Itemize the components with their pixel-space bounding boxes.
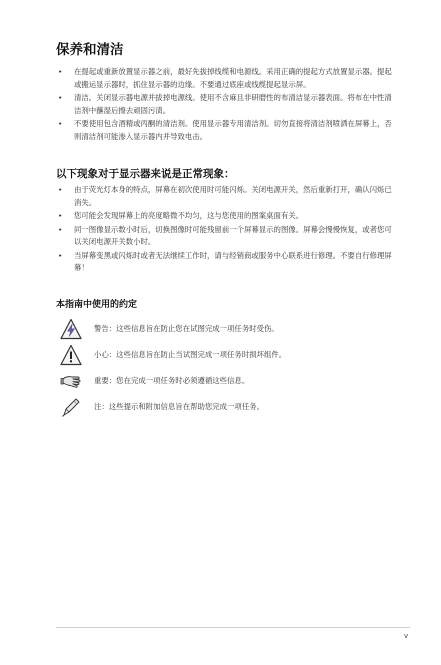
care-item-text: 在提起或重新放置显示器之前，最好先拔掉线缆和电源线。采用正确的提起方式放置显示器。提起或搬运显示器时，抓住显示器的边缘。不要通过底座或线缆提起显示屏。 bbox=[74, 67, 392, 89]
caution-note bbox=[60, 344, 360, 366]
warning-lightning-icon bbox=[60, 318, 82, 340]
warning-note bbox=[60, 318, 360, 340]
normal-item-text: 当屏幕变黑或闪烁时或者无法继续工作时，请与经销商或服务中心联系进行修理。不要自行修理屏幕！ bbox=[74, 250, 392, 272]
normal-item-text: 由于荧光灯本身的特点，屏幕在初次使用时可能闪烁。关闭电源开关，然后重新打开，确认闪烁已消失。 bbox=[74, 185, 392, 207]
note-pen-icon bbox=[60, 396, 82, 418]
warning-note-text: 警告：这些信息旨在防止您在试图完成一项任务时受伤。 bbox=[94, 324, 279, 333]
footer-divider bbox=[56, 627, 410, 628]
normal-item-text: 您可能会发现屏幕上的亮度略微不均匀，这与您使用的图案桌面有关。 bbox=[74, 211, 304, 220]
care-list bbox=[56, 66, 394, 144]
bullet-dot: • bbox=[58, 224, 63, 234]
note-note-text: 注：这些提示和附加信息旨在帮助您完成一项任务。 bbox=[94, 402, 264, 411]
note-note bbox=[60, 396, 360, 418]
bullet-dot: • bbox=[58, 67, 63, 76]
normal-item-text: 同一图像显示数小时后，切换图像时可能残留前一个屏幕显示的图像。屏幕会慢慢恢复，或者您可以关闭电源开关数小时。 bbox=[74, 224, 392, 246]
normal-item bbox=[56, 210, 394, 223]
bullet-dot: • bbox=[58, 119, 63, 128]
care-item bbox=[56, 66, 394, 91]
caution-icon bbox=[60, 344, 82, 366]
important-note-text: 重要：您在完成一项任务时必须遵循这些信息。 bbox=[94, 376, 250, 385]
bullet-dot: • bbox=[58, 250, 63, 260]
normal-section-title: 以下现象对于显示器来说是正常现象： bbox=[56, 168, 235, 180]
caution-note-text: 小心：这些信息旨在防止当试图完成一项任务时损坏组件。 bbox=[94, 350, 287, 359]
care-item-text: 不要使用包含酒精或丙酮的清洁剂。使用显示器专用清洁剂。切勿直接将清洁剂喷洒在屏幕上，否则清洁剂可能渗入显示器内并导致电击。 bbox=[74, 119, 392, 141]
normal-list bbox=[56, 184, 394, 276]
important-hand-icon bbox=[60, 370, 82, 392]
care-item bbox=[56, 92, 394, 117]
care-item bbox=[56, 118, 394, 143]
care-item-text: 清洁。关闭显示器电源并拔掉电源线。使用不含麻且非研磨性的布清洁显示器表面。将布在中性清洁剂中蘸湿后擦去顽固污渍。 bbox=[74, 93, 392, 115]
normal-item bbox=[56, 250, 394, 275]
bullet-dot: • bbox=[58, 185, 63, 194]
page-number: v bbox=[404, 632, 409, 640]
bullet-dot: • bbox=[58, 93, 63, 102]
normal-item bbox=[56, 184, 394, 209]
normal-item bbox=[56, 224, 394, 249]
important-note bbox=[60, 370, 360, 392]
conventions-section-title: 本指南中使用的约定 bbox=[56, 300, 138, 310]
bullet-dot: • bbox=[58, 211, 63, 220]
care-section-title: 保养和清洁 bbox=[56, 42, 124, 58]
